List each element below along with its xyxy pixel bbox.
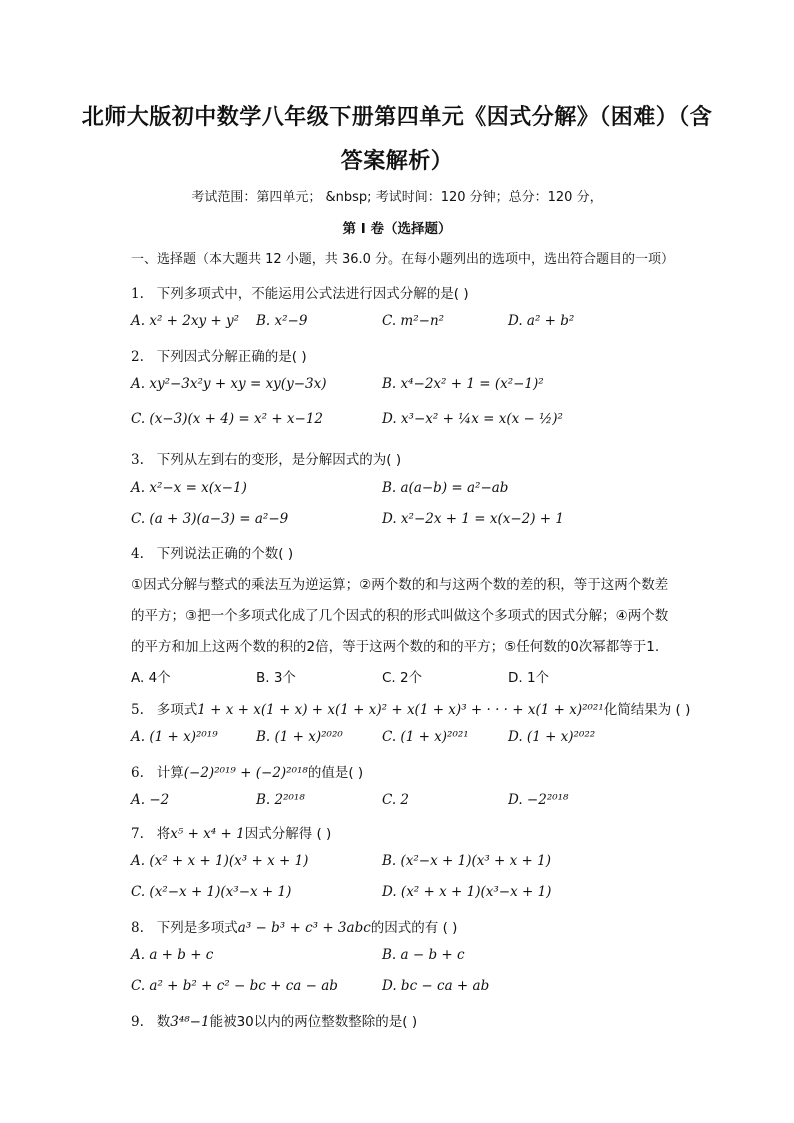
question-text-pre: 数 <box>156 1014 171 1030</box>
option-a: A. a + b + c <box>131 947 214 963</box>
title-line-2: 答案解析） <box>340 149 454 174</box>
question-text-pre: 将 <box>156 826 171 842</box>
question-text-post: 的值是( ) <box>307 765 364 781</box>
option-b: B. 2²⁰¹⁸ <box>256 792 305 808</box>
question-number: 6. <box>131 765 144 781</box>
option-b: B. (1 + x)²⁰²⁰ <box>256 729 343 745</box>
option-d: D. x²−2x + 1 = x(x−2) + 1 <box>382 511 564 527</box>
option-d: D. a² + b² <box>508 313 575 329</box>
question-expression: 1 + x + x(1 + x) + x(1 + x)² + x(1 + x)³ + · · · + x(1 + x)²⁰²¹ <box>197 702 604 718</box>
question-text-pre: 计算 <box>156 765 184 781</box>
option-b: B. a − b + c <box>382 947 465 963</box>
question-text-pre: 下列是多项式 <box>156 920 238 936</box>
question-text: 下列多项式中，不能运用公式法进行因式分解的是( ) <box>156 286 469 302</box>
question-text-post: 化简结果为 ( ) <box>603 702 691 718</box>
option-c: C. (a + 3)(a−3) = a²−9 <box>131 511 289 527</box>
option-d: D. x³−x² + ¼x = x(x − ½)² <box>382 411 563 427</box>
option-c: C. (1 + x)²⁰²¹ <box>382 729 469 745</box>
option-c: C. (x²−x + 1)(x³−x + 1) <box>131 884 292 900</box>
question-number: 4. <box>131 546 144 562</box>
question-3 <box>131 448 401 468</box>
option-a: A. (1 + x)²⁰¹⁹ <box>131 729 218 745</box>
option-b: B. a(a−b) = a²−ab <box>382 480 509 496</box>
question-number: 3. <box>131 452 144 468</box>
option-a: A. x² + 2xy + y² <box>131 313 240 329</box>
option-a: A. 4个 <box>131 670 171 686</box>
exam-meta: 考试范围：第四单元； &nbsp; 考试时间：120 分钟；总分：120 分， <box>191 190 603 205</box>
option-a: A. xy²−3x²y + xy = xy(y−3x) <box>131 376 327 392</box>
question-text-post: 能被30以内的两位整数整除的是( ) <box>209 1014 418 1030</box>
statement-line-2: 的平方；③把一个多项式化成了几个因式的积的形式叫做这个多项式的因式分解；④两个数 <box>131 608 669 624</box>
option-c: C. 2 <box>382 792 410 808</box>
question-text: 下列说法正确的个数( ) <box>156 546 294 562</box>
question-5 <box>131 698 690 718</box>
option-a: A. −2 <box>131 792 170 808</box>
question-2 <box>131 345 307 365</box>
option-d: D. (x² + x + 1)(x³−x + 1) <box>382 884 552 900</box>
option-d: D. (1 + x)²⁰²² <box>508 729 596 745</box>
question-1 <box>131 282 469 302</box>
option-d: D. 1个 <box>508 670 550 686</box>
option-d: D. −2²⁰¹⁸ <box>508 792 569 808</box>
question-number: 8. <box>131 920 144 936</box>
question-text-post: 因式分解得 ( ) <box>244 826 332 842</box>
question-number: 2. <box>131 349 144 365</box>
question-4 <box>131 542 293 562</box>
question-6 <box>131 761 363 781</box>
question-text: 下列从左到右的变形，是分解因式的为( ) <box>156 452 402 468</box>
question-expression: a³ − b³ + c³ + 3abc <box>237 920 371 936</box>
question-text-post: 的因式的有 ( ) <box>370 920 458 936</box>
question-expression: x⁵ + x⁴ + 1 <box>170 826 245 842</box>
option-b: B. 3个 <box>256 670 296 686</box>
statement-line-3: 的平方和加上这两个数的积的2倍，等于这两个数的和的平方；⑤任何数的0次幂都等于1. <box>131 639 660 655</box>
option-c: C. (x−3)(x + 4) = x² + x−12 <box>131 411 324 427</box>
question-9 <box>131 1010 417 1030</box>
question-number: 5. <box>131 702 144 718</box>
exam-title <box>60 96 734 184</box>
question-8 <box>131 916 457 936</box>
option-d: D. bc − ca + ab <box>382 978 490 994</box>
question-expression: 3⁴⁸−1 <box>170 1014 210 1030</box>
option-c: C. m²−n² <box>382 313 445 329</box>
section-heading: 一、选择题（本大题共 12 小题，共 36.0 分。在每小题列出的选项中，选出符合题目的一项） <box>131 252 675 267</box>
question-text-pre: 多项式 <box>156 702 198 718</box>
question-number: 9. <box>131 1014 144 1030</box>
question-number: 7. <box>131 826 144 842</box>
volume-heading: 第 I 卷（选择题） <box>342 221 452 237</box>
option-b: B. (x²−x + 1)(x³ + x + 1) <box>382 853 552 869</box>
title-line-1: 北师大版初中数学八年级下册第四单元《因式分解》（困难）（含 <box>81 105 713 130</box>
question-text: 下列因式分解正确的是( ) <box>156 349 307 365</box>
option-c: C. a² + b² + c² − bc + ca − ab <box>131 978 338 994</box>
option-b: B. x⁴−2x² + 1 = (x²−1)² <box>382 376 544 392</box>
question-number: 1. <box>131 286 144 302</box>
option-a: A. (x² + x + 1)(x³ + x + 1) <box>131 853 309 869</box>
option-b: B. x²−9 <box>256 313 308 329</box>
option-a: A. x²−x = x(x−1) <box>131 480 247 496</box>
statement-line-1: ①因式分解与整式的乘法互为逆运算；②两个数的和与这两个数的差的积，等于这两个数差 <box>131 577 669 593</box>
question-7 <box>131 822 331 842</box>
option-c: C. 2个 <box>382 670 423 686</box>
question-expression: (−2)²⁰¹⁹ + (−2)²⁰¹⁸ <box>183 765 308 781</box>
